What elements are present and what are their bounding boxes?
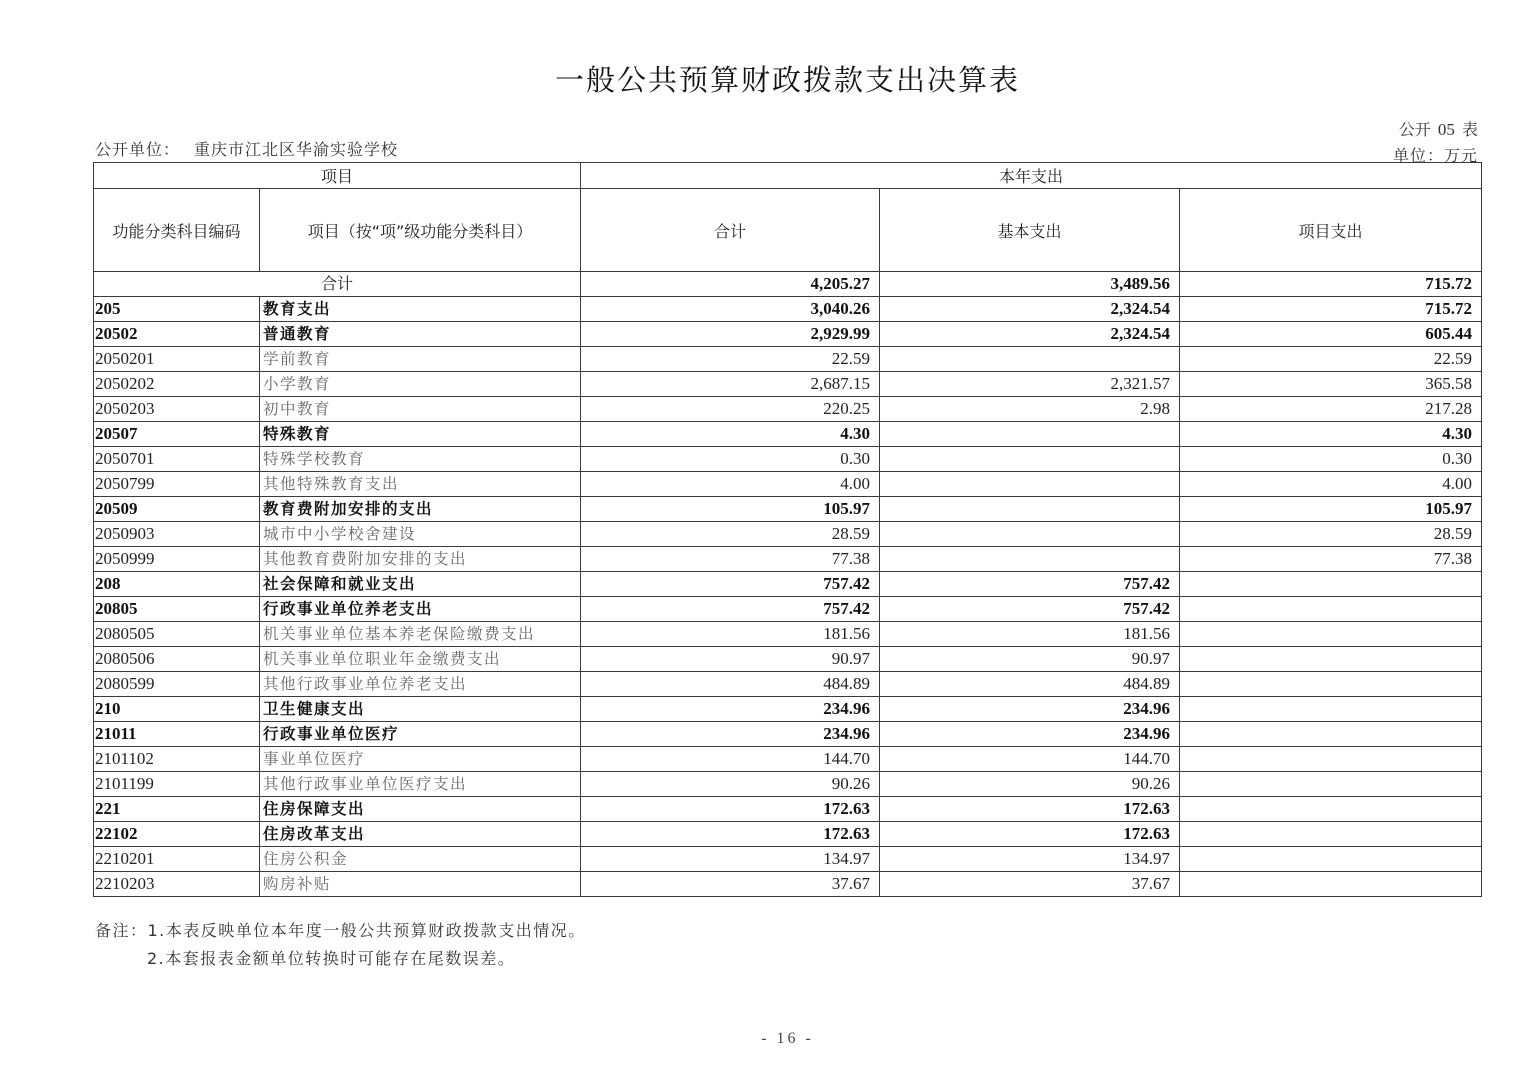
total-row xyxy=(94,272,1482,297)
row-basic xyxy=(880,347,1180,372)
row-name: 城市中小学校舍建设 xyxy=(260,522,581,547)
row-project: 4.30 xyxy=(1180,422,1482,447)
row-code: 2101102 xyxy=(94,747,260,772)
reporting-unit-name: 重庆市江北区华渝实验学校 xyxy=(194,140,399,159)
row-code: 2080505 xyxy=(94,622,260,647)
row-project: 217.28 xyxy=(1180,397,1482,422)
header-total: 合计 xyxy=(581,189,880,272)
row-project: 77.38 xyxy=(1180,547,1482,572)
row-basic: 181.56 xyxy=(880,622,1180,647)
row-total: 757.42 xyxy=(581,597,880,622)
row-total: 144.70 xyxy=(581,747,880,772)
row-name: 机关事业单位基本养老保险缴费支出 xyxy=(260,622,581,647)
row-name: 机关事业单位职业年金缴费支出 xyxy=(260,647,581,672)
row-code: 221 xyxy=(94,797,260,822)
row-project: 28.59 xyxy=(1180,522,1482,547)
row-basic xyxy=(880,472,1180,497)
row-basic: 757.42 xyxy=(880,572,1180,597)
page-number: - 16 - xyxy=(761,1030,814,1047)
row-total: 4.00 xyxy=(581,472,880,497)
row-total: 0.30 xyxy=(581,447,880,472)
row-basic: 90.97 xyxy=(880,647,1180,672)
row-name: 行政事业单位医疗 xyxy=(260,722,581,747)
row-code: 2050201 xyxy=(94,347,260,372)
form-number xyxy=(1399,117,1478,140)
row-code: 20805 xyxy=(94,597,260,622)
table-row xyxy=(94,447,1482,472)
table-row xyxy=(94,772,1482,797)
table-row xyxy=(94,672,1482,697)
notes xyxy=(95,917,586,973)
row-code: 2210201 xyxy=(94,847,260,872)
row-name: 小学教育 xyxy=(260,372,581,397)
row-total: 484.89 xyxy=(581,672,880,697)
row-basic xyxy=(880,547,1180,572)
row-name: 其他特殊教育支出 xyxy=(260,472,581,497)
table-row xyxy=(94,372,1482,397)
row-total: 90.97 xyxy=(581,647,880,672)
table-row xyxy=(94,472,1482,497)
row-name: 初中教育 xyxy=(260,397,581,422)
form-number-prefix: 公开 xyxy=(1398,120,1431,139)
row-name: 教育支出 xyxy=(260,297,581,322)
row-total: 4.30 xyxy=(581,422,880,447)
row-code: 2050799 xyxy=(94,472,260,497)
table-row xyxy=(94,322,1482,347)
row-total: 757.42 xyxy=(581,572,880,597)
form-number-value: 05 xyxy=(1437,120,1455,139)
row-code: 20509 xyxy=(94,497,260,522)
table-row xyxy=(94,597,1482,622)
row-basic: 234.96 xyxy=(880,722,1180,747)
form-number-suffix: 表 xyxy=(1461,120,1478,139)
row-basic: 90.26 xyxy=(880,772,1180,797)
row-basic xyxy=(880,497,1180,522)
reporting-unit-label: 公开单位： xyxy=(95,140,181,159)
row-basic: 144.70 xyxy=(880,747,1180,772)
header-name: 项目（按“项”级功能分类科目） xyxy=(260,189,581,272)
total-total: 4,205.27 xyxy=(581,272,880,297)
row-name: 其他行政事业单位养老支出 xyxy=(260,672,581,697)
row-basic: 234.96 xyxy=(880,697,1180,722)
row-name: 特殊学校教育 xyxy=(260,447,581,472)
row-code: 210 xyxy=(94,697,260,722)
row-project xyxy=(1180,672,1482,697)
table-row xyxy=(94,722,1482,747)
header-code: 功能分类科目编码 xyxy=(94,189,260,272)
row-project xyxy=(1180,872,1482,897)
table-row xyxy=(94,572,1482,597)
table-row xyxy=(94,797,1482,822)
row-basic: 757.42 xyxy=(880,597,1180,622)
row-total: 2,687.15 xyxy=(581,372,880,397)
row-name: 特殊教育 xyxy=(260,422,581,447)
row-name: 住房改革支出 xyxy=(260,822,581,847)
row-total: 172.63 xyxy=(581,822,880,847)
row-project: 605.44 xyxy=(1180,322,1482,347)
row-code: 2080599 xyxy=(94,672,260,697)
row-total: 28.59 xyxy=(581,522,880,547)
row-name: 住房公积金 xyxy=(260,847,581,872)
row-total: 220.25 xyxy=(581,397,880,422)
row-total: 2,929.99 xyxy=(581,322,880,347)
header-item-group: 项目 xyxy=(94,163,581,189)
total-project: 715.72 xyxy=(1180,272,1482,297)
note-2: 2.本套报表金额单位转换时可能存在尾数误差。 xyxy=(147,949,516,968)
table-row xyxy=(94,747,1482,772)
row-project xyxy=(1180,597,1482,622)
money-unit: 单位：万元 xyxy=(1392,146,1478,165)
row-total: 105.97 xyxy=(581,497,880,522)
table-row xyxy=(94,347,1482,372)
row-total: 234.96 xyxy=(581,722,880,747)
row-code: 208 xyxy=(94,572,260,597)
table-row xyxy=(94,547,1482,572)
row-code: 2050202 xyxy=(94,372,260,397)
table-row xyxy=(94,847,1482,872)
row-name: 其他行政事业单位医疗支出 xyxy=(260,772,581,797)
row-total: 234.96 xyxy=(581,697,880,722)
row-total: 3,040.26 xyxy=(581,297,880,322)
row-name: 行政事业单位养老支出 xyxy=(260,597,581,622)
row-project xyxy=(1180,622,1482,647)
row-project xyxy=(1180,572,1482,597)
row-name: 普通教育 xyxy=(260,322,581,347)
table-row xyxy=(94,872,1482,897)
row-name: 住房保障支出 xyxy=(260,797,581,822)
row-project: 22.59 xyxy=(1180,347,1482,372)
header-basic: 基本支出 xyxy=(880,189,1180,272)
expenditure-table xyxy=(93,162,1482,897)
row-name: 其他教育费附加安排的支出 xyxy=(260,547,581,572)
row-basic: 134.97 xyxy=(880,847,1180,872)
header-project: 项目支出 xyxy=(1180,189,1482,272)
header-group-row xyxy=(94,163,1482,189)
table-row xyxy=(94,422,1482,447)
table-row xyxy=(94,647,1482,672)
header-column-row xyxy=(94,189,1482,272)
row-project xyxy=(1180,697,1482,722)
row-code: 20507 xyxy=(94,422,260,447)
row-basic: 2.98 xyxy=(880,397,1180,422)
page-title: 一般公共预算财政拨款支出决算表 xyxy=(554,63,1020,97)
row-total: 77.38 xyxy=(581,547,880,572)
row-basic: 172.63 xyxy=(880,822,1180,847)
note-1: 备注：1.本表反映单位本年度一般公共预算财政拨款支出情况。 xyxy=(95,921,586,940)
row-basic xyxy=(880,422,1180,447)
row-total: 90.26 xyxy=(581,772,880,797)
row-name: 卫生健康支出 xyxy=(260,697,581,722)
row-name: 购房补贴 xyxy=(260,872,581,897)
row-basic: 484.89 xyxy=(880,672,1180,697)
row-project xyxy=(1180,847,1482,872)
row-basic: 2,324.54 xyxy=(880,322,1180,347)
row-project xyxy=(1180,797,1482,822)
row-project: 715.72 xyxy=(1180,297,1482,322)
row-basic xyxy=(880,447,1180,472)
row-code: 2080506 xyxy=(94,647,260,672)
reporting-unit xyxy=(95,137,398,160)
row-code: 205 xyxy=(94,297,260,322)
row-total: 172.63 xyxy=(581,797,880,822)
header-expense-group: 本年支出 xyxy=(581,163,1482,189)
row-code: 2050701 xyxy=(94,447,260,472)
row-code: 2101199 xyxy=(94,772,260,797)
table-row xyxy=(94,622,1482,647)
row-total: 37.67 xyxy=(581,872,880,897)
total-label: 合计 xyxy=(94,272,581,297)
row-name: 教育费附加安排的支出 xyxy=(260,497,581,522)
table-row xyxy=(94,522,1482,547)
row-project xyxy=(1180,772,1482,797)
table-row xyxy=(94,497,1482,522)
table-row xyxy=(94,297,1482,322)
row-total: 22.59 xyxy=(581,347,880,372)
row-project: 105.97 xyxy=(1180,497,1482,522)
row-total: 134.97 xyxy=(581,847,880,872)
row-name: 社会保障和就业支出 xyxy=(260,572,581,597)
row-name: 事业单位医疗 xyxy=(260,747,581,772)
row-project xyxy=(1180,647,1482,672)
row-project xyxy=(1180,822,1482,847)
row-code: 22102 xyxy=(94,822,260,847)
row-code: 20502 xyxy=(94,322,260,347)
row-code: 2050999 xyxy=(94,547,260,572)
row-total: 181.56 xyxy=(581,622,880,647)
table-row xyxy=(94,697,1482,722)
row-basic: 2,324.54 xyxy=(880,297,1180,322)
row-basic: 2,321.57 xyxy=(880,372,1180,397)
row-project: 4.00 xyxy=(1180,472,1482,497)
row-code: 2210203 xyxy=(94,872,260,897)
row-project xyxy=(1180,722,1482,747)
row-project: 365.58 xyxy=(1180,372,1482,397)
row-code: 2050903 xyxy=(94,522,260,547)
table-row xyxy=(94,822,1482,847)
row-basic: 172.63 xyxy=(880,797,1180,822)
total-basic: 3,489.56 xyxy=(880,272,1180,297)
table-row xyxy=(94,397,1482,422)
row-code: 21011 xyxy=(94,722,260,747)
row-code: 2050203 xyxy=(94,397,260,422)
row-project: 0.30 xyxy=(1180,447,1482,472)
row-basic xyxy=(880,522,1180,547)
row-project xyxy=(1180,747,1482,772)
row-name: 学前教育 xyxy=(260,347,581,372)
row-basic: 37.67 xyxy=(880,872,1180,897)
